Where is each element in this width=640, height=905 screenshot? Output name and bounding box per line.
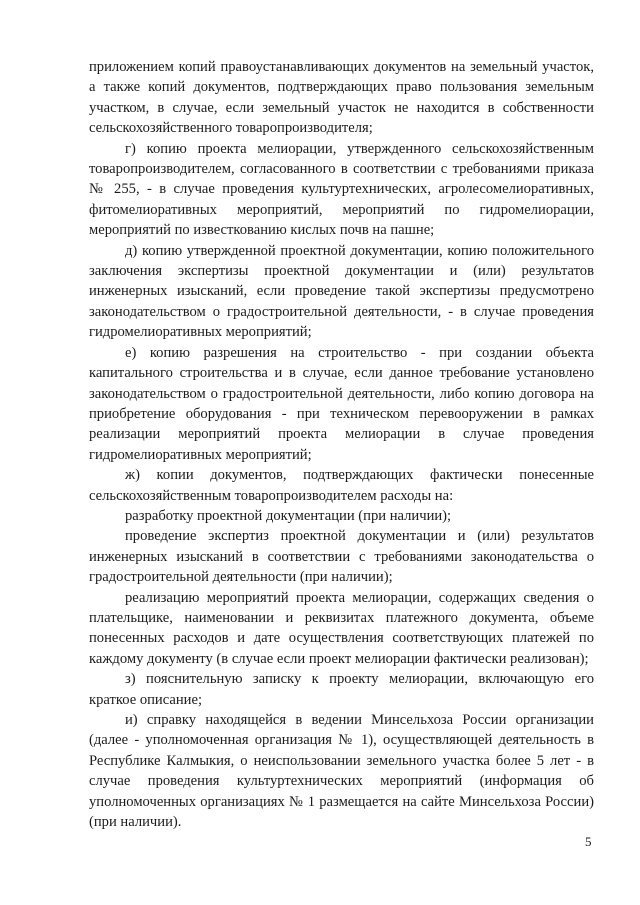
paragraph-implementation: реализацию мероприятий проекта мелиорации, содержащих сведения о плательщике, наименовании и реквизитах платежного документа, объеме понесенных расходов и дате осуществления соответствующих платежей по каждому документу (в случае если проект мелиорации фактически реализован); (89, 589, 594, 667)
paragraph-item-i: и) справку находящейся в ведении Минсельхоза России организации (далее - уполномоченная организация № 1), осуществляющей деятельность в Республике Калмыкия, о неиспользовании земельного участка более 5 лет - в случае проведения культуртехнических мероприятий (информация об уполномоченных организациях № 1 размещается на сайте Минсельхоза России) (при наличии). (89, 712, 594, 831)
paragraph-ownership-documents: приложением копий правоустанавливающих документов на земельный участок, а также копий документов, подтверждающих право пользования земельным участком, в случае, если земельный участок не находится в собственности сельскохозяйственного товаропроизводителя; (89, 59, 594, 137)
page-number: 5 (585, 834, 592, 849)
paragraph-item-d: д) копию утвержденной проектной документации, копию положительного заключения экспертизы проектной документации и (или) результатов инженерных изысканий, если проведение такой экспертизы предусмотрено законодательством о градостроительной деятельности, - в случае проведения гидромелиоративных мероприятий; (89, 242, 594, 341)
paragraph-design-documentation: разработку проектной документации (при наличии); (125, 507, 452, 524)
paragraph-item-e: е) копию разрешения на строительство - при создании объекта капитального строительства и в случае, если данное требование установлено законодательством о градостроительной деятельности, либо копию договора на приобретение оборудования - при техническом перевооружении в рамках реализации мероприятий проекта мелиорации в случае проведения гидромелиоративных мероприятий; (89, 344, 594, 463)
paragraph-item-z: з) пояснительную записку к проекту мелиорации, включающую его краткое описание; (89, 671, 594, 708)
paragraph-item-g: г) копию проекта мелиорации, утвержденного сельскохозяйственным товаропроизводителем, согласованного в соответствии с требованиями приказа № 255, - в случае проведения культуртехнических, агролесомелиоративных, фитомелиоративных мероприятий, мероприятий по гидромелиорации, мероприятий по известкованию кислых почв на пашне; (89, 140, 594, 239)
paragraph-item-zh: ж) копии документов, подтверждающих фактически понесенные сельскохозяйственным товаропроизводителем расходы на: (89, 467, 594, 504)
document-body (89, 57, 594, 832)
paragraph-expertise: проведение экспертиз проектной документации и (или) результатов инженерных изысканий в соответствии с требованиями законодательства о градостроительной деятельности (при наличии); (89, 528, 594, 586)
